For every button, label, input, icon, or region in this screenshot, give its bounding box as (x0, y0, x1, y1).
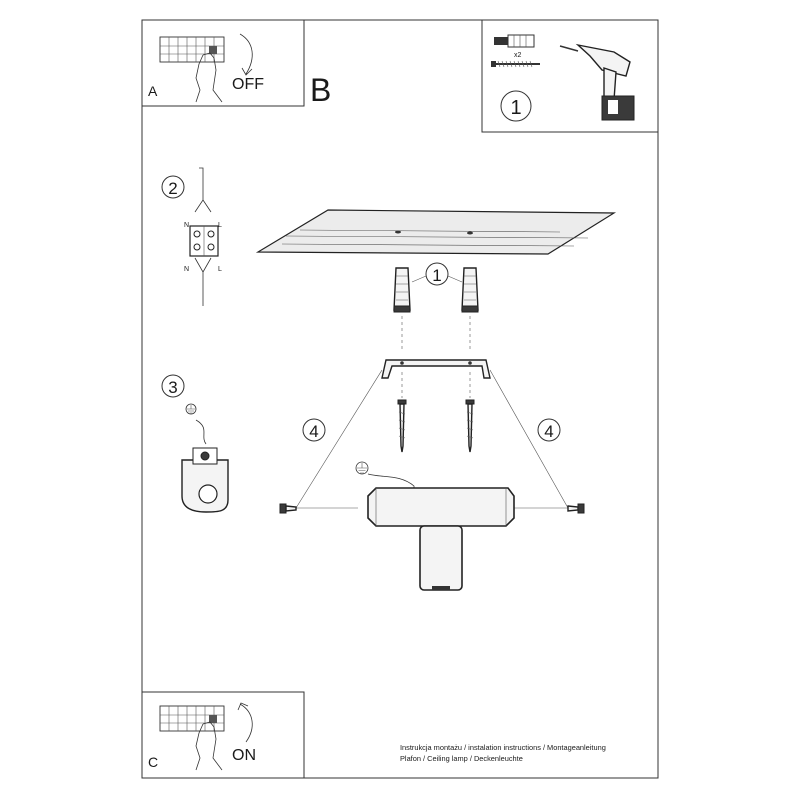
neutral-label-bottom: N (184, 266, 190, 273)
ground-symbol-icon (186, 404, 196, 414)
panel-a-letter: A (148, 83, 158, 99)
panel-c-power-on (142, 692, 304, 778)
tools-panel (482, 20, 658, 132)
anchor-quantity: x2 (514, 52, 522, 59)
panel-a-off-label: OFF (232, 76, 264, 93)
wall-plug-left (394, 268, 410, 312)
panel-c-box (142, 692, 304, 778)
earth-lug-hole (199, 485, 217, 503)
panel-a-power-off (142, 20, 304, 106)
step-4-left-number: 4 (309, 422, 319, 441)
step-3-number: 3 (168, 378, 178, 397)
footer-instructions-title: Instrukcja montażu / instalation instructions / Montageanleitung (400, 743, 606, 752)
panel-c-on-label: ON (232, 747, 256, 764)
panel-b-letter: B (310, 72, 332, 108)
main-frame (142, 20, 658, 778)
panel-a-box (142, 20, 304, 106)
step-1-anchor-number: 1 (432, 266, 442, 285)
step-4-right-number: 4 (544, 422, 554, 441)
neutral-label-top: N (184, 222, 190, 229)
lamp-shade-cylinder (420, 526, 462, 590)
lamp-canopy (368, 488, 514, 526)
panel-c-letter: C (148, 754, 159, 770)
step-1-number: 1 (510, 97, 522, 119)
live-label-top: L (218, 222, 222, 229)
footer-product-type: Plafon / Ceiling lamp / Deckenleuchte (400, 754, 523, 763)
live-label-bottom: L (218, 266, 222, 273)
ground-symbol-main-icon (356, 462, 368, 474)
wall-plug-right (462, 268, 478, 312)
step-2-number: 2 (168, 179, 178, 198)
